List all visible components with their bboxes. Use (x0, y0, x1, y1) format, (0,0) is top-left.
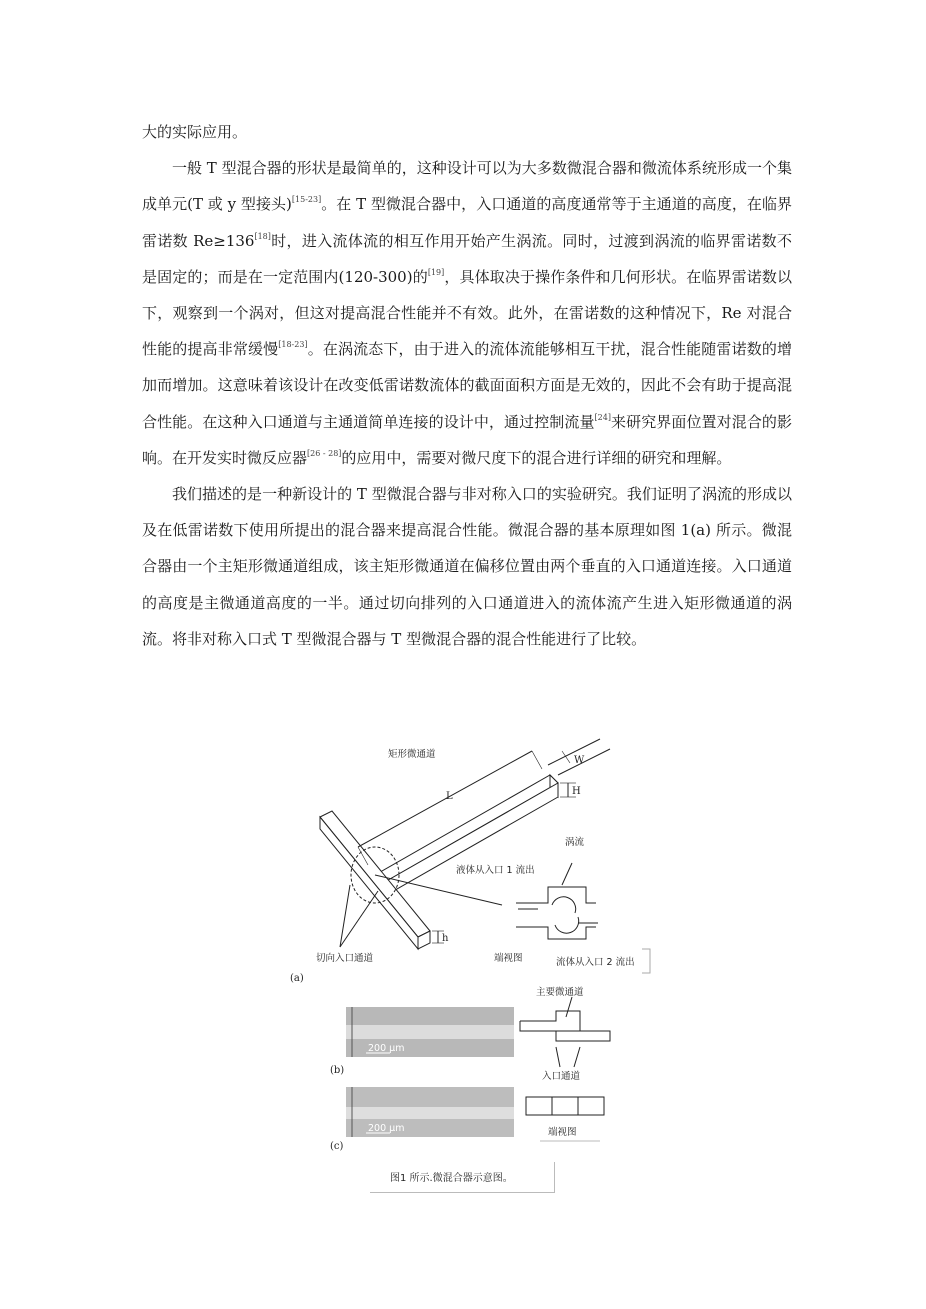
scale-bar-b: 200 μm (368, 1043, 405, 1054)
dim-H: H (572, 786, 581, 797)
figure-caption-box (370, 1162, 555, 1193)
paragraph-2-text: 。在涡流态下，由于进入的流体流能够相互干扰，混合性能随雷诺数的增加而增加。这意味着该设计在改变低雷诺数流体的截面面积方面是无效的，因此不会有助于提高混合性能。在这种入口通道与主通道简单连接的设计中，通过控制流量 (142, 340, 792, 431)
citation: [18] (254, 231, 271, 241)
label-outlet-2: 流体从入口 2 流出 (556, 957, 635, 968)
paragraph-1: 大的实际应用。 (142, 123, 248, 141)
label-outlet-1: 液体从入口 1 流出 (456, 865, 535, 876)
panel-a-letter: (a) (290, 973, 304, 984)
panel-b-letter: (b) (330, 1065, 345, 1076)
label-inlet-channel: 入口通道 (542, 1071, 581, 1082)
paragraph-2-text: 来研究界面位置对混合的影响。在开发实时微反应器 (142, 412, 792, 467)
label-rect-channel: 矩形微通道 (388, 749, 436, 760)
panel-c-letter: (c) (330, 1141, 344, 1152)
figure-1 (280, 735, 660, 1195)
label-tangential-inlet: 切向入口通道 (316, 953, 374, 964)
label-end-view-a: 端视图 (494, 953, 523, 964)
label-vortex: 涡流 (565, 837, 585, 848)
paragraph-2-text: 时，进入流体流的相互作用开始产生涡流。同时，过渡到涡流的临界雷诺数不是固定的；而是在一定范围内(120-300)的 (142, 231, 792, 286)
scale-bar-c: 200 μm (368, 1123, 405, 1134)
body-text (142, 114, 792, 657)
citation: [19] (427, 267, 445, 277)
figure-caption: 图1 所示.微混合器示意图。 (390, 1173, 513, 1184)
paragraph-2-text: 。在 T 型微混合器中，入口通道的高度通常等于主通道的高度，在临界雷诺数 Re≥136 (142, 195, 792, 250)
citation: [24] (594, 412, 611, 422)
paragraph-2-text: ，具体取决于操作条件和几何形状。在临界雷诺数以下，观察到一个涡对，但这对提高混合性能并不有效。此外，在雷诺数的这种情况下，Re 对混合性能的提高非常缓慢 (142, 267, 792, 359)
citation: [26 - 28] (307, 448, 342, 458)
label-end-view-c: 端视图 (548, 1127, 577, 1138)
figure-1-drawing (280, 735, 660, 1195)
citation: [15-23] (291, 195, 322, 205)
label-main-channel: 主要微通道 (536, 987, 584, 998)
dim-h: h (442, 933, 449, 944)
citation: [18-23] (278, 340, 308, 350)
paragraph-2-text: 的应用中，需要对微尺度下的混合进行详细的研究和理解。 (341, 448, 732, 467)
dim-W: W (574, 755, 585, 766)
paragraph-2-text: 一般 T 型混合器的形状是最简单的，这种设计可以为大多数微混合器和微流体系统形成一个集成单元(T 或 y 型接头) (142, 159, 792, 214)
paragraph-3: 我们描述的是一种新设计的 T 型微混合器与非对称入口的实验研究。我们证明了涡流的形成以及在低雷诺数下使用所提出的混合器来提高混合性能。微混合器的基本原理如图 1(a) 所示。微混合器由一个主矩形微通道组成，该主矩形微通道在偏移位置由两个垂直的入口通道连接。入口通道的高度是主微通道高度的一半。通过切向排列的入口通道进入的流体流产生进入矩形微通道的涡流。将非对称入口式 T 型微混合器与 T 型微混合器的混合性能进行了比较。 (142, 485, 792, 648)
paragraph-2 (142, 150, 792, 476)
dim-L: L (446, 791, 453, 802)
